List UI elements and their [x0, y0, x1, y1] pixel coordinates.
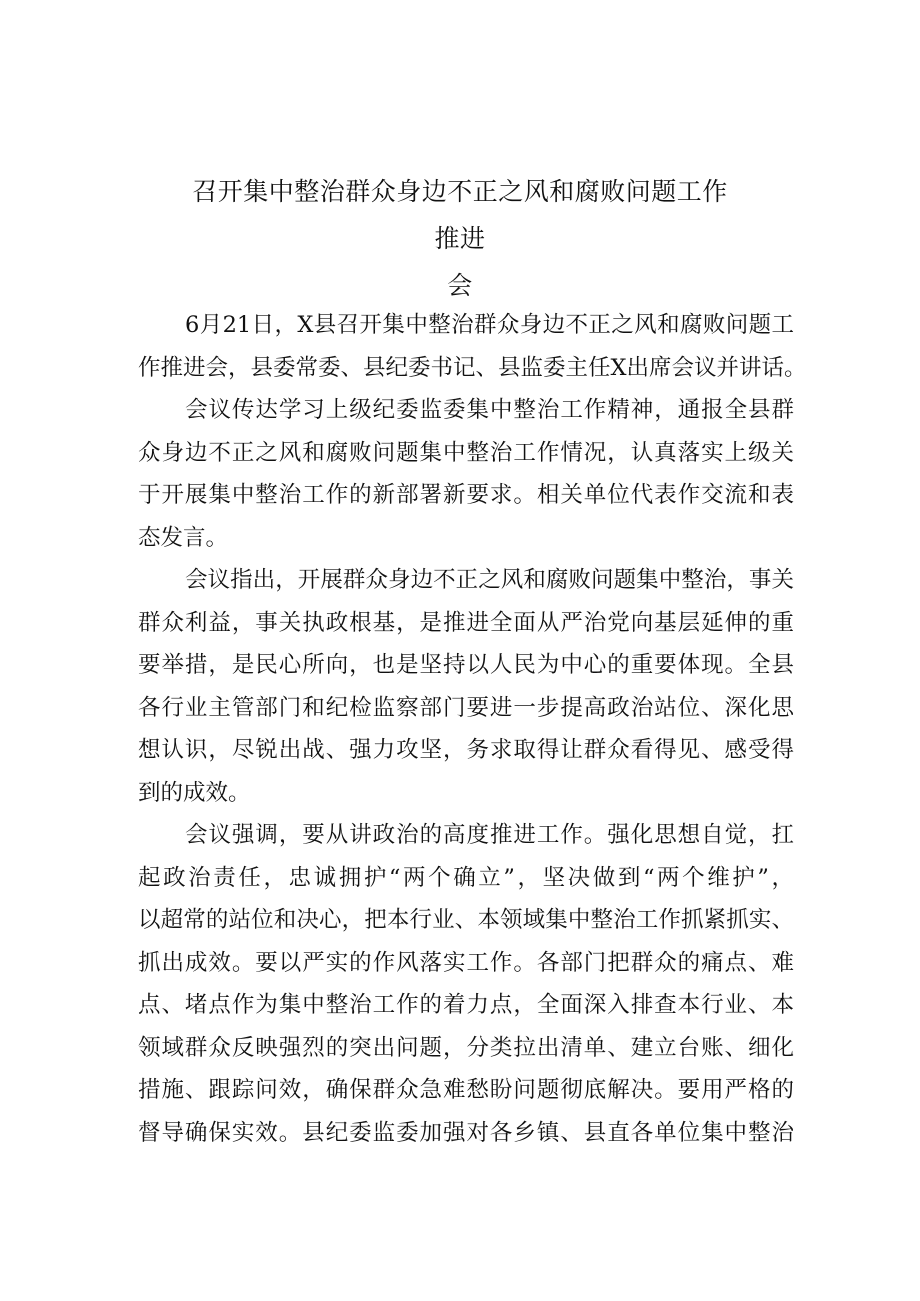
text-line: 起政治责任，忠诚拥护“两个确立”，坚决做到“两个维护”，	[138, 864, 794, 891]
text-line: 以超常的站位和决心，把本行业、本领域集中整治工作抓紧抓实、	[138, 907, 794, 933]
title-line: 会	[447, 271, 473, 300]
text-line: 6月21日，X县召开集中整治群众身边不正之风和腐败问题工	[185, 312, 794, 338]
text-line: 想认识，尽锐出战、强力攻坚，务求取得让群众看得见、感受得	[138, 737, 794, 763]
paragraph	[138, 389, 794, 559]
document-title	[180, 168, 740, 309]
paragraph	[138, 304, 807, 389]
text-line: 措施、跟踪问效，确保群众急难愁盼问题彻底解决。要用严格的	[138, 1077, 794, 1103]
text-line: 督导确保实效。县纪委监委加强对各乡镇、县直各单位集中整治	[138, 1119, 794, 1146]
text-line: 各行业主管部门和纪检监察部门要进一步提高政治站位、深化思	[138, 694, 794, 721]
text-line: 态发言。	[138, 524, 229, 551]
text-line: 点、堵点作为集中整治工作的着力点，全面深入排查本行业、本	[138, 992, 794, 1018]
title-line: 召开集中整治群众身边不正之风和腐败问题工作推进	[192, 177, 728, 253]
text-line: 抓出成效。要以严实的作风落实工作。各部门把群众的痛点、难	[138, 949, 794, 976]
text-line: 会议强调，要从讲政治的高度推进工作。强化思想自觉，扛	[185, 822, 794, 848]
text-line: 领域群众反映强烈的突出问题，分类拉出清单、建立台账、细化	[138, 1034, 794, 1061]
paragraph	[138, 814, 794, 1154]
text-line: 作推进会，县委常委、县纪委书记、县监委主任X出席会议并讲话。	[138, 354, 807, 381]
text-line: 群众利益，事关执政根基，是推进全面从严治党向基层延伸的重	[138, 609, 794, 636]
text-line: 会议指出，开展群众身边不正之风和腐败问题集中整治，事关	[185, 567, 794, 593]
text-line: 要举措，是民心所向，也是坚持以人民为中心的重要体现。全县	[138, 652, 794, 678]
paragraph	[138, 559, 794, 814]
text-line: 于开展集中整治工作的新部署新要求。相关单位代表作交流和表	[138, 482, 794, 508]
text-line: 众身边不正之风和腐败问题集中整治工作情况，认真落实上级关	[138, 439, 794, 466]
document-body	[138, 304, 807, 1154]
text-line: 到的成效。	[138, 779, 251, 806]
text-line: 会议传达学习上级纪委监委集中整治工作精神，通报全县群	[185, 397, 794, 423]
